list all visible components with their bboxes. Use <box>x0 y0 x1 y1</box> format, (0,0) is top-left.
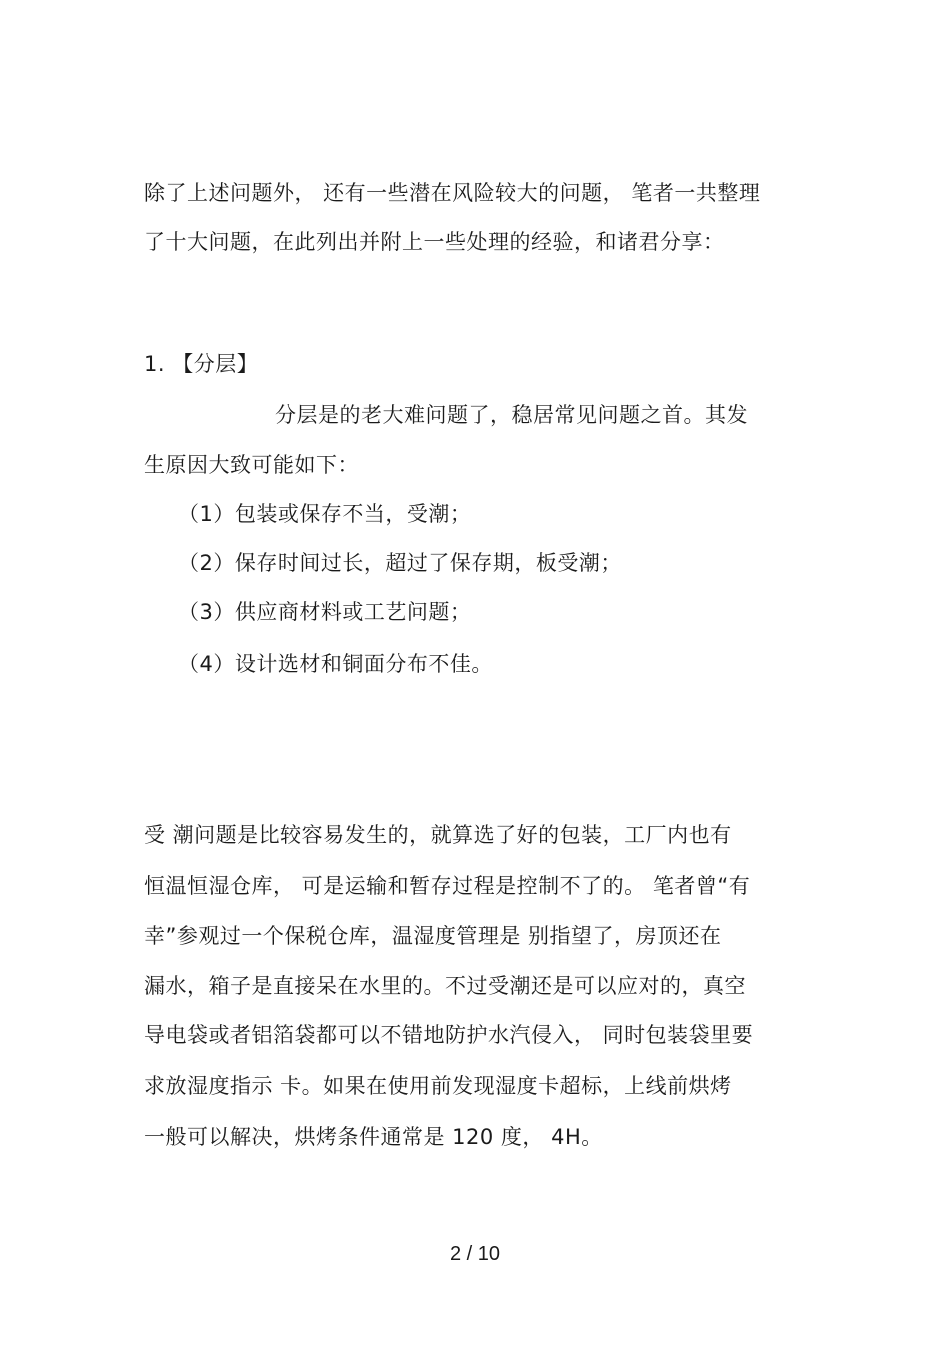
section-heading-layering: 1. 【分层】 <box>144 352 259 376</box>
cause-item-3: （3）供应商材料或工艺问题； <box>178 600 472 624</box>
moisture-paragraph-line-5: 导电袋或者铝箔袋都可以不错地防护水汽侵入， 同时包装袋里要 <box>144 1023 754 1047</box>
layering-paragraph-line-1: 分层是的老大难问题了，稳居常见问题之首。其发 <box>275 403 748 427</box>
moisture-paragraph-line-4: 漏水，箱子是直接呆在水里的。不过受潮还是可以应对的，真空 <box>144 974 746 998</box>
intro-line-2: 了十大问题，在此列出并附上一些处理的经验，和诸君分享： <box>144 230 725 254</box>
cause-item-4: （4）设计选材和铜面分布不佳。 <box>178 652 493 676</box>
page-number: 2 / 10 <box>449 1243 501 1265</box>
moisture-paragraph-line-6: 求放湿度指示 卡。如果在使用前发现湿度卡超标，上线前烘烤 <box>144 1074 732 1098</box>
moisture-paragraph-line-2: 恒温恒湿仓库， 可是运输和暂存过程是控制不了的。 笔者曾“有 <box>144 874 751 898</box>
cause-item-1: （1）包装或保存不当，受潮； <box>178 502 472 526</box>
moisture-paragraph-line-3: 幸”参观过一个保税仓库，温湿度管理是 别指望了，房顶还在 <box>144 924 722 948</box>
cause-item-2: （2）保存时间过长，超过了保存期，板受潮； <box>178 551 622 575</box>
intro-line-1: 除了上述问题外， 还有一些潜在风险较大的问题， 笔者一共整理 <box>144 181 761 205</box>
layering-paragraph-line-2: 生原因大致可能如下： <box>144 453 359 477</box>
moisture-paragraph-line-7: 一般可以解决，烘烤条件通常是 120 度， 4H。 <box>144 1125 603 1149</box>
moisture-paragraph-line-1: 受 潮问题是比较容易发生的，就算选了好的包装，工厂内也有 <box>144 823 732 847</box>
